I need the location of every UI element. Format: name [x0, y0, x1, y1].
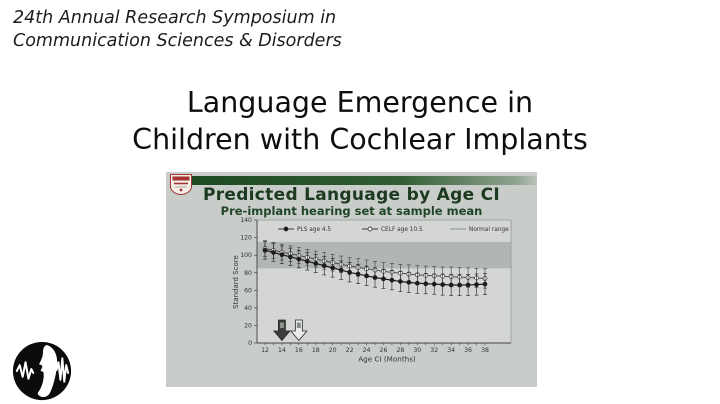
svg-text:16: 16	[294, 347, 303, 354]
svg-text:22: 22	[345, 347, 354, 354]
chart-subtitle: Pre-implant hearing set at sample mean	[220, 204, 483, 218]
symposium-header-line1: 24th Annual Research Symposium in	[13, 8, 337, 28]
symposium-header	[13, 7, 342, 53]
svg-text:30: 30	[413, 347, 422, 354]
chart-svg	[166, 172, 537, 387]
svg-text:34: 34	[447, 347, 456, 354]
page-title-line2: Children with Cochlear Implants	[132, 123, 588, 156]
svg-text:140: 140	[240, 217, 252, 225]
svg-text:CELF age 10.5: CELF age 10.5	[381, 227, 423, 233]
svg-text:12: 12	[261, 347, 269, 354]
svg-text:24: 24	[362, 347, 371, 354]
y-axis-label: Standard Score	[232, 255, 240, 309]
svg-text:0: 0	[248, 340, 252, 348]
svg-text:100: 100	[240, 252, 252, 260]
svg-text:32: 32	[430, 347, 439, 354]
symposium-header-line2: Communication Sciences & Disorders	[13, 31, 342, 51]
svg-text:36: 36	[464, 347, 473, 354]
svg-text:28: 28	[396, 347, 405, 354]
svg-text:Normal range: Normal range	[469, 227, 509, 233]
svg-text:40: 40	[244, 304, 252, 312]
speech-profile-waveform-logo	[11, 340, 73, 402]
svg-text:80: 80	[244, 269, 252, 277]
x-axis-label: Age CI (Months)	[358, 354, 416, 364]
svg-text:26: 26	[379, 347, 388, 354]
chart-legend	[278, 227, 509, 233]
svg-text:18: 18	[311, 347, 320, 354]
y-axis	[240, 217, 257, 347]
x-axis	[257, 343, 511, 354]
svg-text:PLS age 4.5: PLS age 4.5	[297, 227, 332, 233]
embedded-slide	[166, 172, 537, 387]
svg-text:60: 60	[244, 287, 252, 295]
chart-title: Predicted Language by Age CI	[202, 185, 501, 205]
svg-text:14: 14	[277, 347, 286, 354]
page-title	[0, 84, 720, 158]
svg-text:120: 120	[240, 234, 252, 242]
svg-text:20: 20	[244, 322, 252, 330]
svg-text:38: 38	[481, 347, 489, 354]
page-title-line1: Language Emergence in	[186, 86, 534, 119]
svg-text:20: 20	[328, 347, 337, 354]
